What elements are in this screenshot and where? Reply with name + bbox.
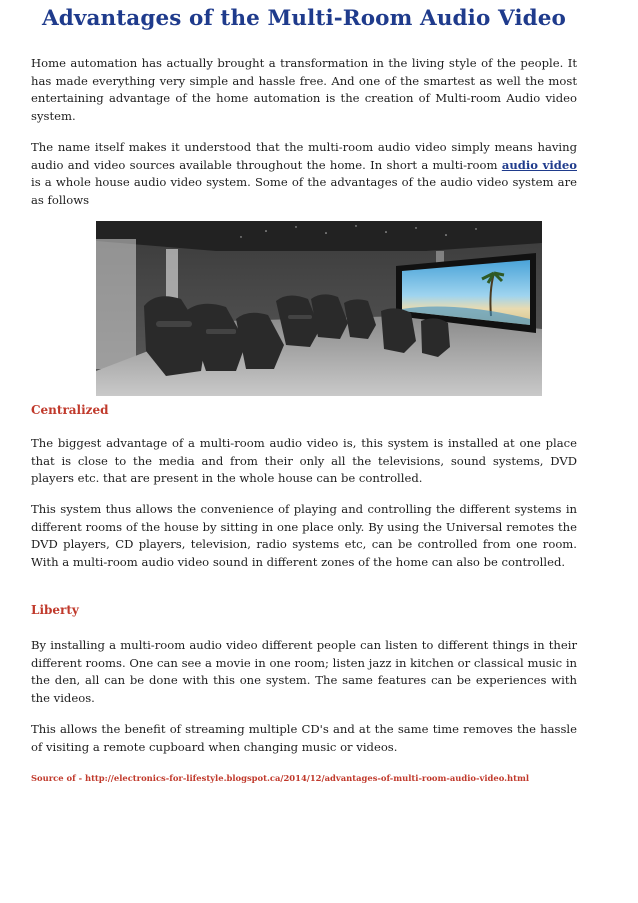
- intro-paragraph-1: Home automation has actually brought a transformation in the living style of the people. It has made everything very simple and hassle free. And one of the smartest as well the most entertaining advantage of the home automation is the creation of Multi-room Audio video system.: [31, 56, 577, 124]
- audio-video-link[interactable]: audio video: [501, 157, 577, 172]
- liberty-paragraph-2: This allows the benefit of streaming multiple CD's and at the same time removes the hassle of visiting a remote cupboard when changing music or videos.: [31, 722, 577, 754]
- centralized-paragraph-1: The biggest advantage of a multi-room audio video is, this system is installed at one place that is close to the media and from their only all the televisions, sound systems, DVD players etc. that are present in the whole house can be controlled.: [31, 436, 577, 486]
- intro-paragraph-2-start: The name itself makes it understood that the multi-room audio video simply means having audio and video sources available throughout the home. In short a multi-room: [31, 140, 577, 172]
- intro-paragraph-2-end: is a whole house audio video system. Some of the advantages of the audio video system are as follows: [31, 175, 577, 208]
- liberty-paragraph-1: By installing a multi-room audio video different people can listen to different things in their different rooms. One can see a movie in one room; listen jazz in kitchen or classical music in the den, all can be done with this one system. The same features can be experiences with the videos.: [31, 638, 577, 706]
- home-theater-photo: [96, 221, 542, 396]
- section-heading-liberty: Liberty: [31, 603, 79, 617]
- centralized-paragraph-2: This system thus allows the convenience of playing and controlling the different systems in different rooms of the house by sitting in one place only. By using the Universal remotes the DVD players, CD players, television, radio systems etc, can be controlled from one room. With a multi-room audio video sound in different zones of the home can also be controlled.: [31, 502, 577, 570]
- section-heading-centralized: Centralized: [31, 403, 109, 417]
- source-link[interactable]: Source of - http://electronics-for-lifestyle.blogspot.ca/2014/12/advantages-of-multi-room-audio-video.html: [31, 773, 530, 783]
- intro-paragraph-2: [31, 139, 577, 210]
- page-title: Advantages of the Multi-Room Audio Video: [42, 6, 566, 31]
